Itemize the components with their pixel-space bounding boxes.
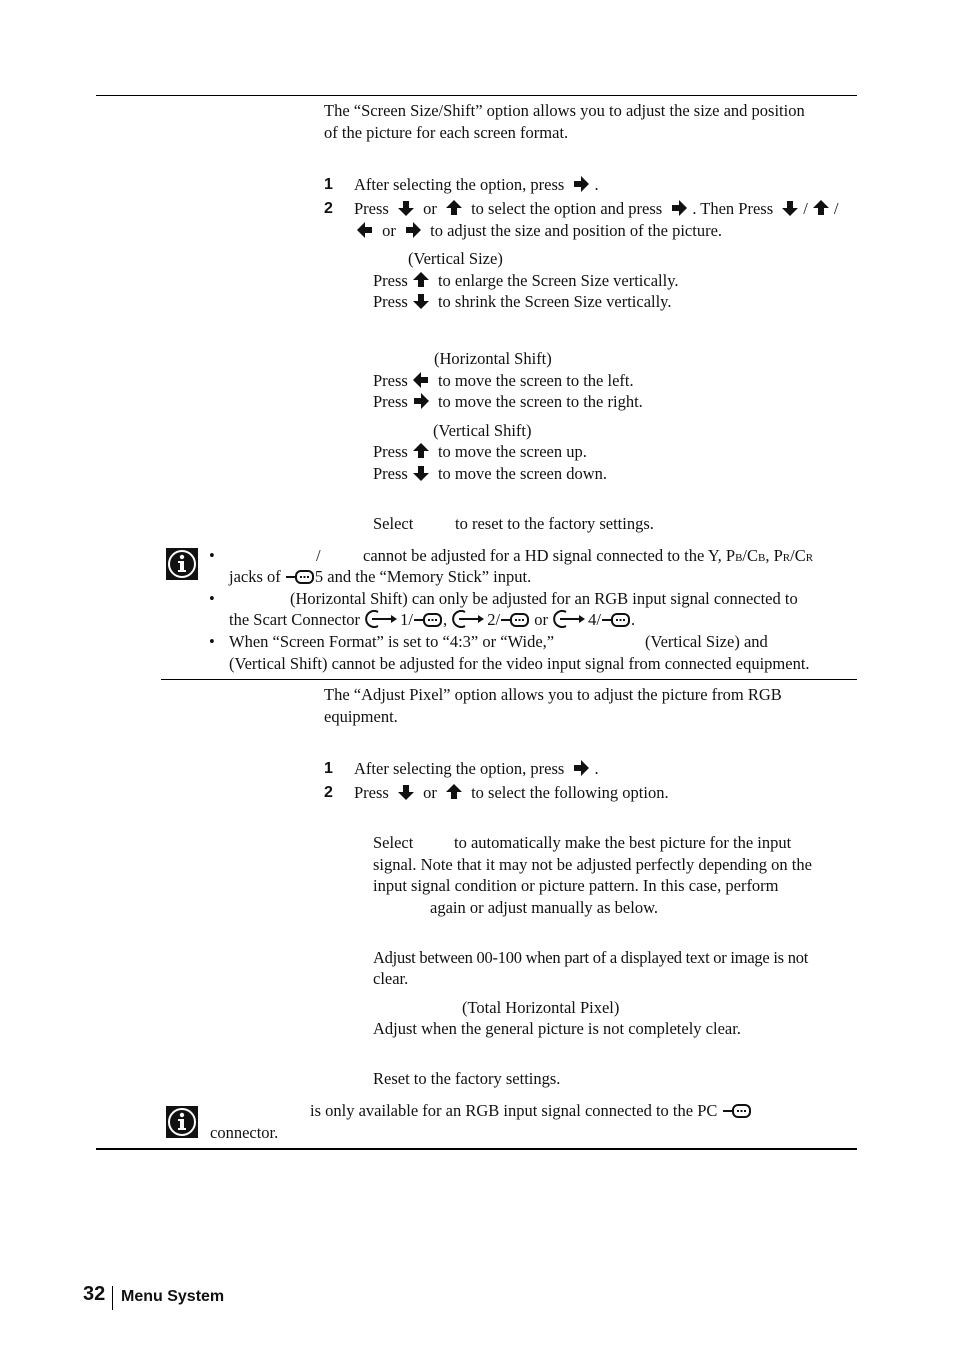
bottom-rule xyxy=(96,1148,857,1150)
scart-icon xyxy=(364,610,400,628)
note3-line2: (Vertical Shift) cannot be adjusted for the video input signal from connected equipment. xyxy=(229,654,810,673)
vertical-shift-down xyxy=(373,463,607,484)
note1-pr: , P xyxy=(765,546,783,565)
step2-line2 xyxy=(356,220,722,241)
section1-intro-line1: The “Screen Size/Shift” option allows you to adjust the size and position xyxy=(324,101,805,120)
bullet: • xyxy=(209,632,215,651)
s2-step1-label: After selecting the option, press xyxy=(354,759,565,778)
note2-line1: (Horizontal Shift) can only be adjusted for an RGB input signal connected to xyxy=(290,589,798,608)
note3-line1b: (Vertical Size) and xyxy=(645,632,768,651)
note-pc-text: is only available for an RGB input signal connected to the PC xyxy=(310,1101,718,1120)
footer-divider xyxy=(112,1286,113,1310)
s2-step2-or: or xyxy=(423,783,437,802)
arrow-left-icon xyxy=(412,371,430,389)
vertical-size-up-text: to enlarge the Screen Size vertically. xyxy=(437,271,679,290)
vertical-size-down xyxy=(373,291,672,312)
press-text: Press xyxy=(373,271,408,290)
step2-end: to adjust the size and position of the picture. xyxy=(430,221,723,240)
input-jack-icon xyxy=(500,612,530,628)
section2-intro-line2: equipment. xyxy=(324,707,398,726)
note1-text: cannot be adjusted for a HD signal connected to the Y, P xyxy=(363,546,736,565)
step1-text: After selecting the option, press . xyxy=(354,175,599,194)
arrow-up-icon xyxy=(812,199,830,217)
arrow-right-icon xyxy=(412,392,430,410)
note2-n1: 1/ xyxy=(400,610,414,629)
press-text: Press xyxy=(373,392,408,411)
step2-or: or xyxy=(423,199,437,218)
note1-line2b: 5 and the “Memory Stick” input. xyxy=(314,567,532,586)
step2-press: Press xyxy=(354,199,389,218)
note1-cb-sub: B xyxy=(758,552,766,564)
arrow-right-icon xyxy=(670,199,688,217)
note2-n4: 4/ xyxy=(588,610,601,629)
bullet: • xyxy=(209,546,215,565)
note1-slash: / xyxy=(316,546,321,565)
horizontal-shift-left-text: to move the screen to the left. xyxy=(437,371,634,390)
auto-line3: input signal condition or picture pattern. In this case, perform xyxy=(373,876,779,895)
note1-c1: /C xyxy=(742,546,759,565)
arrow-right-icon xyxy=(572,175,590,193)
pitch-label: (Total Horizontal Pixel) xyxy=(462,998,620,1017)
note2-line2: the Scart Connector 1/ , 2/ or 4/ . xyxy=(229,610,636,629)
note1-cr-sub: R xyxy=(805,552,814,564)
s2-reset-text: Reset to the factory settings. xyxy=(373,1069,561,1088)
arrow-right-icon xyxy=(572,759,590,777)
middle-rule xyxy=(161,679,857,680)
vertical-shift-label: (Vertical Shift) xyxy=(433,421,532,440)
step2-then: . Then Press xyxy=(692,199,774,218)
arrow-left-icon xyxy=(356,221,374,239)
vertical-size-up xyxy=(373,270,679,291)
note3-line1a: When “Screen Format” is set to “4:3” or “Wide,” xyxy=(229,632,555,651)
vertical-shift-up xyxy=(373,441,587,462)
pc-jack-icon xyxy=(722,1103,752,1119)
vertical-size-label: (Vertical Size) xyxy=(408,249,503,268)
top-rule xyxy=(96,95,857,96)
pitch-text: Adjust when the general picture is not completely clear. xyxy=(373,1019,741,1038)
step2-or2: or xyxy=(382,221,396,240)
arrow-up-icon xyxy=(445,199,463,217)
note1-pb-sub: B xyxy=(735,552,743,564)
scart-icon xyxy=(451,610,487,628)
step2-line1: Press or to select the option and press . Then Press / / xyxy=(354,199,839,218)
auto-line2: signal. Note that it may not be adjusted perfectly depending on the xyxy=(373,855,812,874)
arrow-right-icon xyxy=(404,221,422,239)
note-pc-line1 xyxy=(310,1100,752,1121)
note2-line2a: the Scart Connector xyxy=(229,610,361,629)
note1-pr-sub: R xyxy=(782,552,791,564)
s2-step1-text: After selecting the option, press . xyxy=(354,759,599,778)
auto-line4: again or adjust manually as below. xyxy=(430,898,659,917)
arrow-up-icon xyxy=(412,442,430,460)
arrow-up-icon xyxy=(445,783,463,801)
note1-cr: /C xyxy=(790,546,806,565)
scart-icon xyxy=(552,610,588,628)
step1-number: 1 xyxy=(324,176,333,193)
s2-step2-press: Press xyxy=(354,783,389,802)
note2-or: or xyxy=(534,610,548,629)
horizontal-shift-right xyxy=(373,391,643,412)
horizontal-shift-left xyxy=(373,370,634,391)
step1-label: After selecting the option, press xyxy=(354,175,565,194)
section2-intro-line1: The “Adjust Pixel” option allows you to adjust the picture from RGB xyxy=(324,685,782,704)
input-jack-icon xyxy=(601,612,631,628)
s2-step2-number: 2 xyxy=(324,784,333,801)
info-icon xyxy=(166,548,198,580)
auto-select: Select xyxy=(373,833,414,852)
input-jack-icon xyxy=(285,569,315,585)
vertical-shift-up-text: to move the screen up. xyxy=(437,442,587,461)
section1-intro-line2: of the picture for each screen format. xyxy=(324,123,569,142)
press-text: Press xyxy=(373,292,408,311)
bullet: • xyxy=(209,589,215,608)
phase-line2: clear. xyxy=(373,969,409,988)
arrow-up-icon xyxy=(412,271,430,289)
arrow-down-icon xyxy=(397,199,415,217)
input-jack-icon xyxy=(413,612,443,628)
page-number: 32 xyxy=(83,1283,106,1305)
footer-section: Menu System xyxy=(121,1288,225,1305)
arrow-down-icon xyxy=(412,292,430,310)
vertical-size-down-text: to shrink the Screen Size vertically. xyxy=(437,292,672,311)
s2-step1-number: 1 xyxy=(324,760,333,777)
horizontal-shift-label: (Horizontal Shift) xyxy=(434,349,552,368)
note2-n2: 2/ xyxy=(487,610,501,629)
arrow-down-icon xyxy=(412,464,430,482)
press-text: Press xyxy=(373,442,408,461)
reset-text: to reset to the factory settings. xyxy=(455,514,654,533)
note-pc-line2: connector. xyxy=(210,1123,279,1142)
info-icon xyxy=(166,1106,198,1138)
vertical-shift-down-text: to move the screen down. xyxy=(437,464,608,483)
arrow-down-icon xyxy=(781,199,799,217)
press-text: Press xyxy=(373,371,408,390)
step2-mid: to select the option and press xyxy=(471,199,663,218)
reset-select: Select xyxy=(373,514,414,533)
auto-line1: to automatically make the best picture for the input xyxy=(454,833,792,852)
horizontal-shift-right-text: to move the screen to the right. xyxy=(437,392,643,411)
s2-step2-end: to select the following option. xyxy=(471,783,669,802)
phase-line1: Adjust between 00-100 when part of a displayed text or image is not xyxy=(373,948,809,967)
press-text: Press xyxy=(373,464,408,483)
s2-step2-text xyxy=(354,782,669,803)
step2-number: 2 xyxy=(324,200,333,217)
note1-line2 xyxy=(229,566,531,587)
arrow-down-icon xyxy=(397,783,415,801)
note1-line2a: jacks of xyxy=(229,567,281,586)
